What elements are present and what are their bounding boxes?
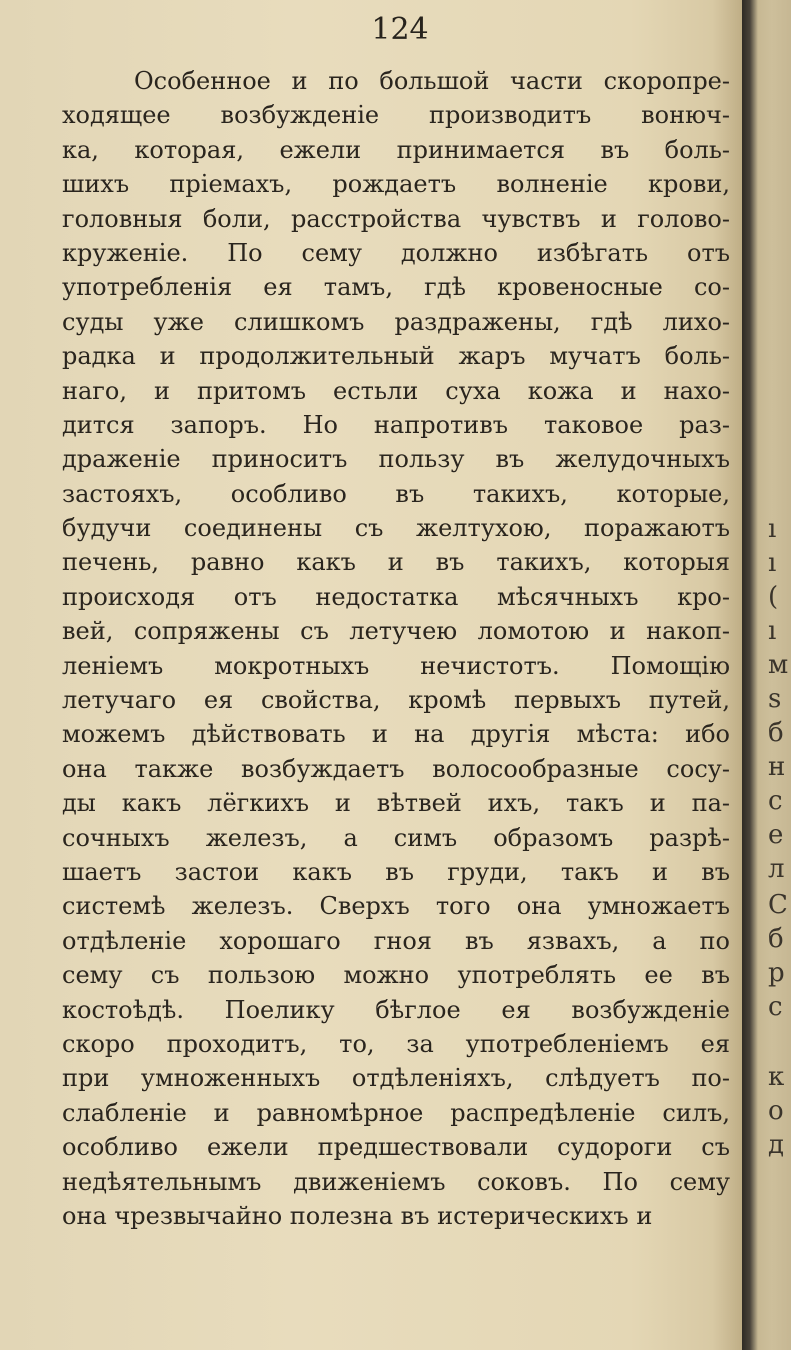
text-line: печень, равно какъ и въ такихъ, которыя xyxy=(62,548,730,577)
facing-page-letter: С xyxy=(768,890,788,920)
text-line: застояхъ, особливо въ такихъ, которые, xyxy=(62,479,730,508)
facing-page-letter: ı xyxy=(768,514,777,544)
body-text xyxy=(62,64,730,1233)
facing-page-letter: с xyxy=(768,992,783,1022)
text-line: системѣ железъ. Сверхъ того она умножаетъ xyxy=(62,892,730,921)
facing-page-letter: к xyxy=(768,1062,785,1092)
text-line: она чрезвычайно полезна въ истерическихъ и xyxy=(62,1201,653,1230)
text-line: будучи соединены съ желтухою, поражаютъ xyxy=(62,514,730,543)
facing-page-letter: о xyxy=(768,1096,784,1126)
facing-page-letter: б xyxy=(768,924,784,954)
text-line: головныя боли, расстройства чувствъ и голово- xyxy=(62,204,730,233)
text-line: летучаго ея свойства, кромѣ первыхъ путей, xyxy=(62,686,730,715)
text-line: шаетъ застои какъ въ груди, такъ и въ xyxy=(62,857,730,886)
text-line: суды уже слишкомъ раздражены, гдѣ лихо- xyxy=(62,307,730,336)
facing-page-edge xyxy=(742,0,791,1350)
facing-page-letter: е xyxy=(768,820,784,850)
facing-page-letter: ( xyxy=(768,582,779,612)
facing-page-letter: н xyxy=(768,752,786,782)
text-line: сему съ пользою можно употреблять ее въ xyxy=(62,961,730,990)
text-line: особливо ежели предшествовали судороги съ xyxy=(62,1133,730,1162)
facing-page-letter: б xyxy=(768,718,784,748)
facing-page-letter: ı xyxy=(768,548,777,578)
text-line: недѣятельнымъ движеніемъ соковъ. По сему xyxy=(62,1167,730,1196)
facing-page-letter: д xyxy=(768,1130,785,1160)
text-line: шихъ пріемахъ, рождаетъ волненіе крови, xyxy=(62,170,730,199)
text-line: костоѣдѣ. Поелику бѣглое ея возбужденіе xyxy=(62,995,730,1024)
text-line: радка и продолжительный жаръ мучатъ боль- xyxy=(62,342,730,371)
text-line: круженіе. По сему должно избѣгать отъ xyxy=(62,238,730,267)
facing-page-letter: ı xyxy=(768,616,777,646)
text-line: слабленіе и равномѣрное распредѣленіе силъ, xyxy=(62,1098,730,1127)
text-line: наго, и притомъ естьли суха кожа и нахо- xyxy=(62,376,730,405)
text-line: при умноженныхъ отдѣленіяхъ, слѣдуетъ по- xyxy=(62,1064,730,1093)
facing-page-letter: м xyxy=(768,650,789,680)
text-line: отдѣленіе хорошаго гноя въ язвахъ, а по xyxy=(62,926,730,955)
facing-page-letter: л xyxy=(768,854,785,884)
text-line: сочныхъ железъ, а симъ образомъ разрѣ- xyxy=(62,823,730,852)
text-line: ходящее возбужденіе производитъ вонюч- xyxy=(62,101,730,130)
text-line: ка, которая, ежели принимается въ боль- xyxy=(62,135,730,164)
facing-page-letter: s xyxy=(768,684,782,714)
text-line: леніемъ мокротныхъ нечистотъ. Помощію xyxy=(62,651,730,680)
text-line: Особенное и по большой части скоропре- xyxy=(134,67,730,95)
page-number: 124 xyxy=(371,12,429,47)
text-line: дится запоръ. Но напротивъ таковое раз- xyxy=(62,410,730,439)
text-line: драженіе приноситъ пользу въ желудочныхъ xyxy=(62,445,730,474)
text-line: можемъ дѣйствовать и на другія мѣста: ибо xyxy=(62,720,730,749)
facing-page-letter: с xyxy=(768,786,783,816)
text-line: она также возбуждаетъ волосообразные сосу- xyxy=(62,754,730,783)
text-line: вей, сопряжены съ летучею ломотою и накоп- xyxy=(62,617,730,646)
facing-page-letter: р xyxy=(768,958,785,988)
text-line: употребленія ея тамъ, гдѣ кровеносные со- xyxy=(62,273,730,302)
text-line: скоро проходитъ, то, за употребленіемъ ея xyxy=(62,1029,730,1058)
text-line: ды какъ лёгкихъ и вѣтвей ихъ, такъ и па- xyxy=(62,789,730,818)
text-line: происходя отъ недостатка мѣсячныхъ кро- xyxy=(62,582,730,611)
